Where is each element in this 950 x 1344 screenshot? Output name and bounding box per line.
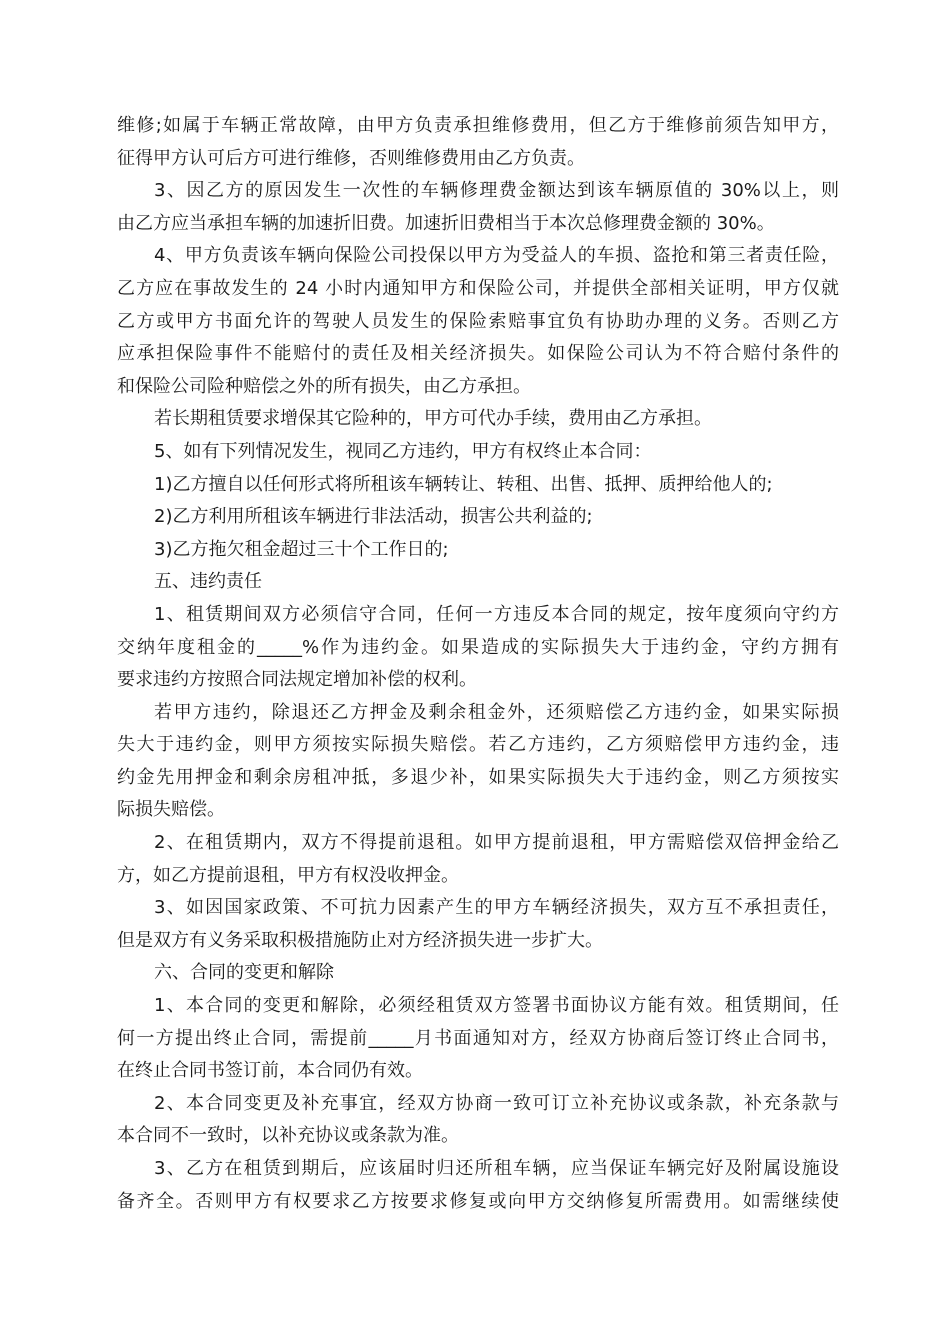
text-line: 由乙方应当承担车辆的加速折旧费。加速折旧费相当于本次总修理费金额的 30%。: [117, 212, 775, 234]
text-line: 3、如因国家政策、不可抗力因素产生的甲方车辆经济损失，双方互不承担责任，: [154, 897, 839, 919]
text-line: 约金先用押金和剩余房租冲抵，多退少补，如果实际损失大于违约金，则乙方须按实: [117, 766, 839, 788]
text-line: 乙方应在事故发生的 24 小时内通知甲方和保险公司，并提供全部相关证明，甲方仅就: [117, 277, 839, 299]
text-line: 3)乙方拖欠租金超过三十个工作日的;: [154, 538, 449, 560]
text-line: 备齐全。否则甲方有权要求乙方按要求修复或向甲方交纳修复所需费用。如需继续使: [117, 1190, 839, 1212]
text-line: 际损失赔偿。: [117, 799, 225, 821]
text-line: 1)乙方擅自以任何形式将所租该车辆转让、转租、出售、抵押、质押给他人的;: [154, 473, 773, 495]
text-line: 五、违约责任: [154, 571, 262, 593]
text-line: 六、合同的变更和解除: [154, 962, 334, 984]
text-line: 1、本合同的变更和解除，必须经租赁双方签署书面协议方能有效。租赁期间，任: [154, 995, 839, 1017]
text-line: 征得甲方认可后方可进行维修，否则维修费用由乙方负责。: [117, 147, 585, 169]
text-line: 2、本合同变更及补充事宜，经双方协商一致可订立补充协议或条款，补充条款与: [154, 1092, 839, 1114]
text-line: 1、租赁期间双方必须信守合同，任何一方违反本合同的规定，按年度须向守约方: [154, 603, 839, 625]
text-line: 失大于违约金，则甲方须按实际损失赔偿。若乙方违约，乙方须赔偿甲方违约金，违: [117, 734, 839, 756]
text-line: 2)乙方利用所租该车辆进行非法活动，损害公共利益的;: [154, 506, 593, 528]
text-line: 在终止合同书签订前，本合同仍有效。: [117, 1060, 423, 1082]
text-line: 交纳年度租金的_____%作为违约金。如果造成的实际损失大于违约金，守约方拥有: [117, 636, 839, 658]
text-line: 乙方或甲方书面允许的驾驶人员发生的保险索赔事宜负有协助办理的义务。否则乙方: [117, 310, 839, 332]
text-line: 方，如乙方提前退租，甲方有权没收押金。: [117, 864, 459, 886]
text-line: 3、因乙方的原因发生一次性的车辆修理费金额达到该车辆原值的 30%以上，则: [154, 180, 839, 202]
text-line: 应承担保险事件不能赔付的责任及相关经济损失。如保险公司认为不符合赔付条件的: [117, 343, 839, 365]
text-line: 和保险公司险种赔偿之外的所有损失，由乙方承担。: [117, 375, 531, 397]
text-line: 要求违约方按照合同法规定增加补偿的权利。: [117, 669, 477, 691]
text-line: 维修;如属于车辆正常故障，由甲方负责承担维修费用，但乙方于维修前须告知甲方，: [117, 115, 839, 136]
text-line: 若长期租赁要求增保其它险种的，甲方可代办手续，费用由乙方承担。: [154, 408, 712, 430]
text-line: 4、甲方负责该车辆向保险公司投保以甲方为受益人的车损、盗抢和第三者责任险，: [154, 245, 839, 267]
text-line: 但是双方有义务采取积极措施防止对方经济损失进一步扩大。: [117, 929, 603, 951]
text-line: 何一方提出终止合同，需提前_____月书面通知对方，经双方协商后签订终止合同书，: [117, 1027, 839, 1049]
text-line: 3、乙方在租赁到期后，应该届时归还所租车辆，应当保证车辆完好及附属设施设: [154, 1158, 839, 1179]
text-line: 5、如有下列情况发生，视同乙方违约，甲方有权终止本合同：: [154, 440, 652, 462]
text-line: 若甲方违约，除退还乙方押金及剩余租金外，还须赔偿乙方违约金，如果实际损: [154, 701, 839, 723]
text-line: 2、在租赁期内，双方不得提前退租。如甲方提前退租，甲方需赔偿双倍押金给乙: [154, 832, 839, 854]
text-line: 本合同不一致时，以补充协议或条款为准。: [117, 1125, 459, 1147]
document-body: [117, 110, 839, 1218]
